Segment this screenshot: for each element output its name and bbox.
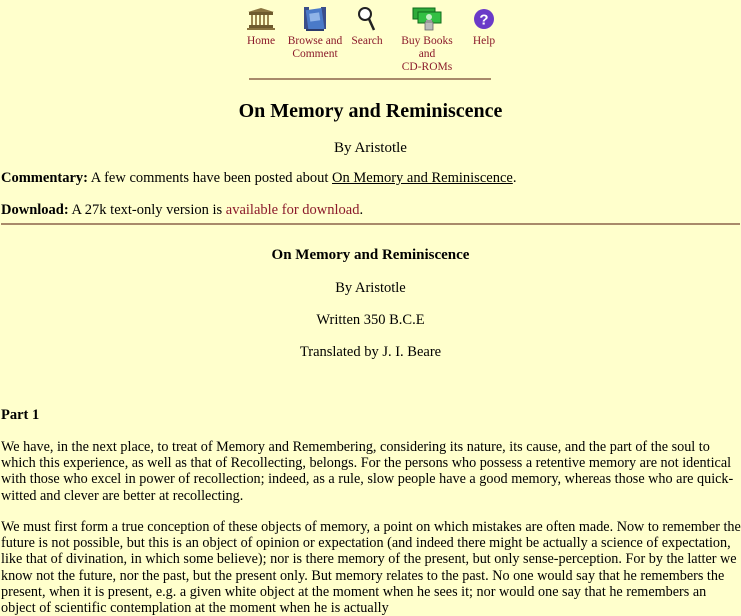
nav-divider	[249, 78, 491, 80]
commentary-label: Commentary:	[1, 170, 88, 186]
download-line	[1, 202, 363, 219]
download-label: Download:	[1, 202, 69, 218]
nav-browse-label-2: Comment	[292, 48, 338, 60]
svg-text:?: ?	[479, 11, 489, 29]
money-icon	[412, 6, 442, 32]
nav-buy-label-1: Buy Books and	[401, 35, 453, 60]
download-link[interactable]: available for download	[225, 202, 360, 218]
nav-search-label: Search	[351, 35, 383, 47]
nav-buy-books[interactable]	[393, 6, 461, 74]
commentary-line	[1, 170, 516, 187]
nav-browse-label-1: Browse and	[287, 35, 343, 47]
magnifier-icon	[357, 6, 377, 32]
paragraph-1: We have, in the next place, to treat of Memory and Remembering, considering its nature, its cause, and the part of the soul to which this experience, as well as that of Recollecting, belongs. For the persons who possess a retentive memory are not identical with those who excel in power of recollection; indeed, as a rule, slow people have a good memory, whereas those who are quick-witted and clever are better at recollecting.	[1, 439, 734, 504]
parthenon-icon	[246, 6, 276, 32]
work-title: On Memory and Reminiscence	[271, 247, 470, 263]
book-icon	[302, 6, 328, 32]
work-author: By Aristotle	[335, 280, 406, 296]
work-written: Written 350 B.C.E	[316, 312, 425, 328]
nav-help[interactable]	[470, 6, 498, 48]
page-title: On Memory and Reminiscence	[238, 100, 503, 122]
content-divider	[1, 223, 740, 225]
nav-home[interactable]	[244, 6, 278, 48]
nav-browse-comment[interactable]	[287, 6, 343, 61]
nav-buy-label-2: CD-ROMs	[401, 61, 453, 73]
nav-home-label: Home	[246, 35, 276, 47]
nav-help-label: Help	[472, 35, 496, 47]
commentary-end: .	[512, 170, 517, 186]
nav-search[interactable]	[350, 6, 384, 48]
work-translator: Translated by J. I. Beare	[299, 344, 442, 360]
paragraph-2: We must first form a true conception of these objects of memory, a point on which mistakes are often made. Now to remember the future is not possible, but this is an object of opinion or expectation (and indeed there might be actually a science of expectation, like that of divination, in which some believe); nor is there memory of the present, but only sense-perception. For by the latter we know not the future, nor the past, but the present only. But memory relates to the past. No one would say that he remembers the present, when it is present, e.g. a given white object at the moment when he sees it; nor would one say that he remembers an object of scientific contemplation at the moment when he is actually	[1, 519, 741, 616]
help-question-icon	[473, 6, 495, 32]
download-end: .	[359, 202, 364, 218]
commentary-link[interactable]: On Memory and Reminiscence	[332, 170, 513, 186]
page-byline: By Aristotle	[334, 140, 407, 156]
top-navigation	[0, 6, 741, 73]
part-heading: Part 1	[1, 407, 40, 423]
download-text: A 27k text-only version is	[68, 202, 226, 218]
commentary-text: A few comments have been posted about	[87, 170, 333, 186]
